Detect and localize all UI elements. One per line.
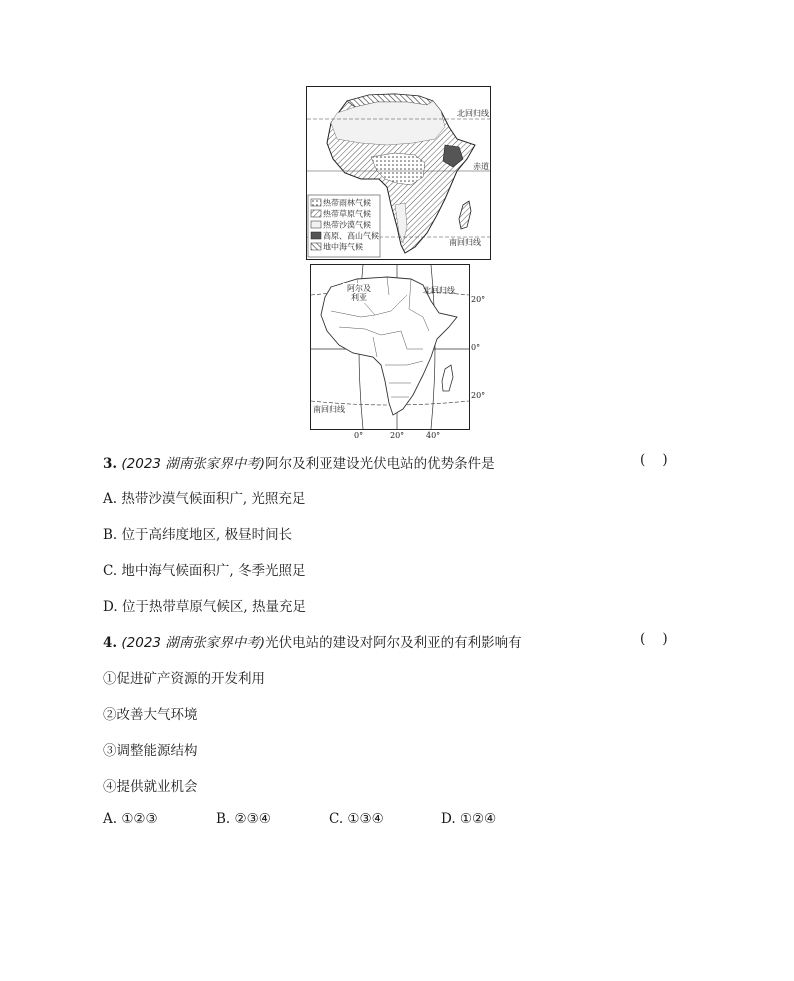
lon-0-label: 0° bbox=[354, 431, 364, 440]
question-3-number: 3. bbox=[103, 456, 118, 472]
question-4-choice-a[interactable]: A. ①②③ bbox=[103, 811, 158, 827]
legend-mediterranean: 地中海气候 bbox=[323, 242, 363, 252]
question-4-choice-b[interactable]: B. ②③④ bbox=[216, 811, 271, 827]
question-4-item-1: ①促进矿产资源的开发利用 bbox=[103, 671, 265, 687]
question-3-option-a[interactable]: A. 热带沙漠气候面积广, 光照充足 bbox=[103, 491, 306, 507]
africa-political-map-svg bbox=[311, 265, 469, 429]
madagascar bbox=[459, 201, 471, 229]
lon-40-label: 40° bbox=[426, 431, 441, 440]
legend-rainforest: 热带雨林气候 bbox=[323, 198, 371, 208]
rainforest-zone bbox=[371, 153, 425, 185]
africa-political-map bbox=[310, 264, 470, 430]
label-equator: 赤道 bbox=[473, 162, 489, 171]
label-algeria-1: 阿尔及 bbox=[347, 284, 371, 293]
label-tropic-capricorn-2: 南回归线 bbox=[313, 405, 345, 414]
lat-20n-label: 20° bbox=[471, 295, 486, 304]
label-tropic-cancer-2: 北回归线 bbox=[423, 286, 455, 295]
africa-climate-map-svg bbox=[307, 87, 490, 259]
lat-0-label: 0° bbox=[471, 343, 481, 352]
question-3-source: (2023 湖南张家界中考) bbox=[121, 456, 266, 472]
question-3-option-c[interactable]: C. 地中海气候面积广, 冬季光照足 bbox=[103, 563, 306, 579]
question-4-item-3: ③调整能源结构 bbox=[103, 743, 198, 759]
question-4-choice-d[interactable]: D. ①②④ bbox=[441, 811, 497, 827]
question-4-choice-c[interactable]: C. ①③④ bbox=[329, 811, 384, 827]
question-3-option-d[interactable]: D. 位于热带草原气候区, 热量充足 bbox=[103, 599, 307, 615]
legend-desert: 热带沙漠气候 bbox=[323, 220, 371, 230]
madagascar-2 bbox=[442, 365, 453, 391]
lon-20-label: 20° bbox=[390, 431, 405, 440]
question-4-item-4: ④提供就业机会 bbox=[103, 779, 198, 795]
question-3-text: 阿尔及利亚建设光伏电站的优势条件是 bbox=[265, 456, 495, 472]
label-tropic-capricorn: 南回归线 bbox=[449, 238, 481, 247]
question-4-text: 光伏电站的建设对阿尔及利亚的有利影响有 bbox=[265, 635, 522, 651]
question-4-item-2: ②改善大气环境 bbox=[103, 707, 198, 723]
label-algeria-2: 利亚 bbox=[351, 293, 367, 302]
question-4-number: 4. bbox=[103, 635, 118, 651]
africa-climate-map bbox=[306, 86, 491, 260]
question-3-stem bbox=[103, 452, 495, 472]
africa-outline-2 bbox=[321, 277, 457, 415]
question-4-stem bbox=[103, 631, 522, 651]
lat-20s-label: 20° bbox=[471, 391, 486, 400]
question-4-source: (2023 湖南张家界中考) bbox=[121, 635, 266, 651]
question-4-answer-bracket: ( ) bbox=[640, 631, 668, 647]
climate-legend bbox=[308, 195, 380, 257]
question-3-answer-bracket: ( ) bbox=[640, 452, 668, 468]
legend-highland: 高原、高山气候 bbox=[323, 231, 379, 241]
question-3-option-b[interactable]: B. 位于高纬度地区, 极昼时间长 bbox=[103, 527, 293, 543]
label-tropic-cancer: 北回归线 bbox=[457, 109, 489, 118]
legend-savanna: 热带草原气候 bbox=[323, 209, 371, 219]
